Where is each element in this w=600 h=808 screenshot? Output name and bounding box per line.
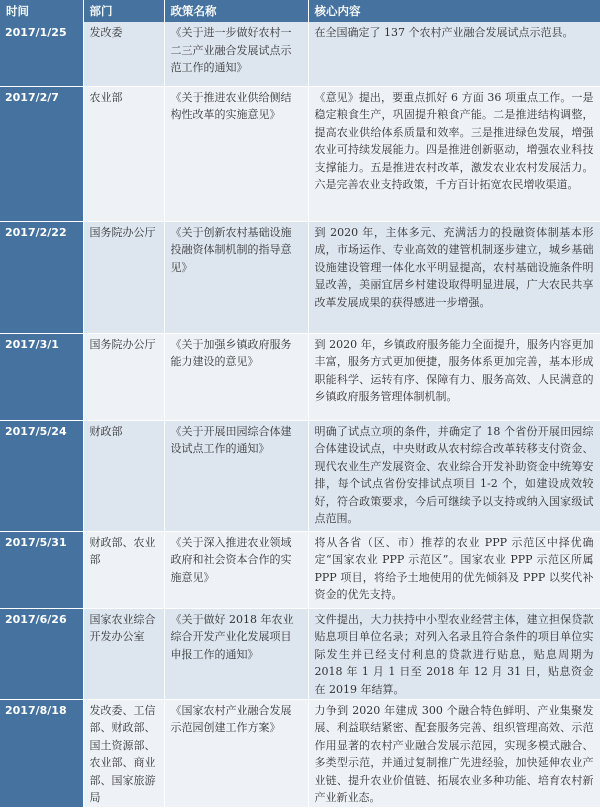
row-core-content: 到 2020 年，主体多元、充满活力的投融资体制基本形成，市场运作、专业高效的建管机制逐步建立，城乡基础设施建设管理一体化水平明显提高，农村基础设施条件明显改善，美丽宜居乡村建设取得明显进展，广大农民共享改革发展成果的获得感进一步增强。 <box>308 221 600 333</box>
row-core-content: 力争到 2020 年建成 300 个融合特色鲜明、产业集聚发展、利益联结紧密、配套服务完善、组织管理高效、示范作用显著的农村产业融合发展示范园，实现多模式融合、多类型示范，并通过复制推广先进经验，加快延伸农业产业链、提升农业价值链、拓展农业多种功能、培育农村新产业新业态。 <box>308 699 600 808</box>
table-row <box>0 86 600 221</box>
row-policy-name: 《国家农村产业融合发展示范园创建工作方案》 <box>164 699 308 808</box>
row-department: 发改委、工信部、财政部、国土资源部、农业部、商业部、国家旅游局 <box>83 699 164 808</box>
header-core-content: 核心内容 <box>308 0 600 22</box>
row-policy-name: 《关于推进农业供给侧结构性改革的实施意见》 <box>164 86 308 221</box>
row-time: 2017/5/31 <box>0 531 83 608</box>
row-time: 2017/2/22 <box>0 221 83 333</box>
row-core-content: 将从各省（区、市）推荐的农业 PPP 示范区中择优确定“国家农业 PPP 示范区”。国家农业 PPP 示范区所属 PPP 项目，将给予土地使用的优先倾斜及 PPP 以奖代补资金的优先支持。 <box>308 531 600 608</box>
row-policy-name: 《关于加强乡镇政府服务能力建设的意见》 <box>164 333 308 420</box>
row-policy-name: 《关于做好 2018 年农业综合开发产业化发展项目申报工作的通知》 <box>164 608 308 699</box>
row-policy-name: 《关于深入推进农业领域政府和社会资本合作的实施意见》 <box>164 531 308 608</box>
table-row <box>0 22 600 86</box>
header-time: 时间 <box>0 0 83 22</box>
row-policy-name: 《关于创新农村基础设施投融资体制机制的指导意见》 <box>164 221 308 333</box>
row-department: 农业部 <box>83 86 164 221</box>
table-row <box>0 420 600 531</box>
row-time: 2017/6/26 <box>0 608 83 699</box>
row-department: 国家农业综合开发办公室 <box>83 608 164 699</box>
row-time: 2017/5/24 <box>0 420 83 531</box>
header-department: 部门 <box>83 0 164 22</box>
table-row <box>0 221 600 333</box>
table-row <box>0 333 600 420</box>
row-department: 财政部 <box>83 420 164 531</box>
row-policy-name: 《关于进一步做好农村一二三产业融合发展试点示范工作的通知》 <box>164 22 308 86</box>
row-core-content: 明确了试点立项的条件，并确定了 18 个省份开展田园综合体建设试点，中央财政从农村综合改革转移支付资金、现代农业生产发展资金、农业综合开发补助资金中统筹安排，每个试点省份安排试点项目 1-2 个，如建设成效较好，符合政策要求，今后可继续予以支持或纳入国家级试点范围。 <box>308 420 600 531</box>
table-row <box>0 699 600 808</box>
row-core-content: 到 2020 年，乡镇政府服务能力全面提升，服务内容更加丰富，服务方式更加便捷，服务体系更加完善，基本形成职能科学、运转有序、保障有力、服务高效、人民满意的乡镇政府服务管理体制机制。 <box>308 333 600 420</box>
row-department: 国务院办公厅 <box>83 221 164 333</box>
row-core-content: 《意见》提出，要重点抓好 6 方面 36 项重点工作。一是稳定粮食生产，巩固提升粮食产能。二是推进结构调整，提高农业供给体系质量和效率。三是推进绿色发展，增强农业可持续发展能力。四是推进创新驱动，增强农业科技支撑能力。五是推进农村改革，激发农业农村发展活力。六是完善农业支持政策，千方百计拓宽农民增收渠道。 <box>308 86 600 221</box>
row-policy-name: 《关于开展田园综合体建设试点工作的通知》 <box>164 420 308 531</box>
row-core-content: 在全国确定了 137 个农村产业融合发展试点示范县。 <box>308 22 600 86</box>
row-time: 2017/1/25 <box>0 22 83 86</box>
table-row <box>0 531 600 608</box>
row-department: 发改委 <box>83 22 164 86</box>
row-time: 2017/2/7 <box>0 86 83 221</box>
row-department: 国务院办公厅 <box>83 333 164 420</box>
table-header-row <box>0 0 600 22</box>
row-department: 财政部、农业部 <box>83 531 164 608</box>
header-policy-name: 政策名称 <box>164 0 308 22</box>
row-time: 2017/3/1 <box>0 333 83 420</box>
row-time: 2017/8/18 <box>0 699 83 808</box>
row-core-content: 文件提出，大力扶持中小型农业经营主体，建立担保贷款贴息项目单位名录；对列入名录且符合条件的项目单位实际发生并已经支付利息的贷款进行贴息，贴息周期为 2018 年 1 月 1 日至 2018 年 12 月 31 日，贴息资金在 2019 年结算。 <box>308 608 600 699</box>
table-row <box>0 608 600 699</box>
